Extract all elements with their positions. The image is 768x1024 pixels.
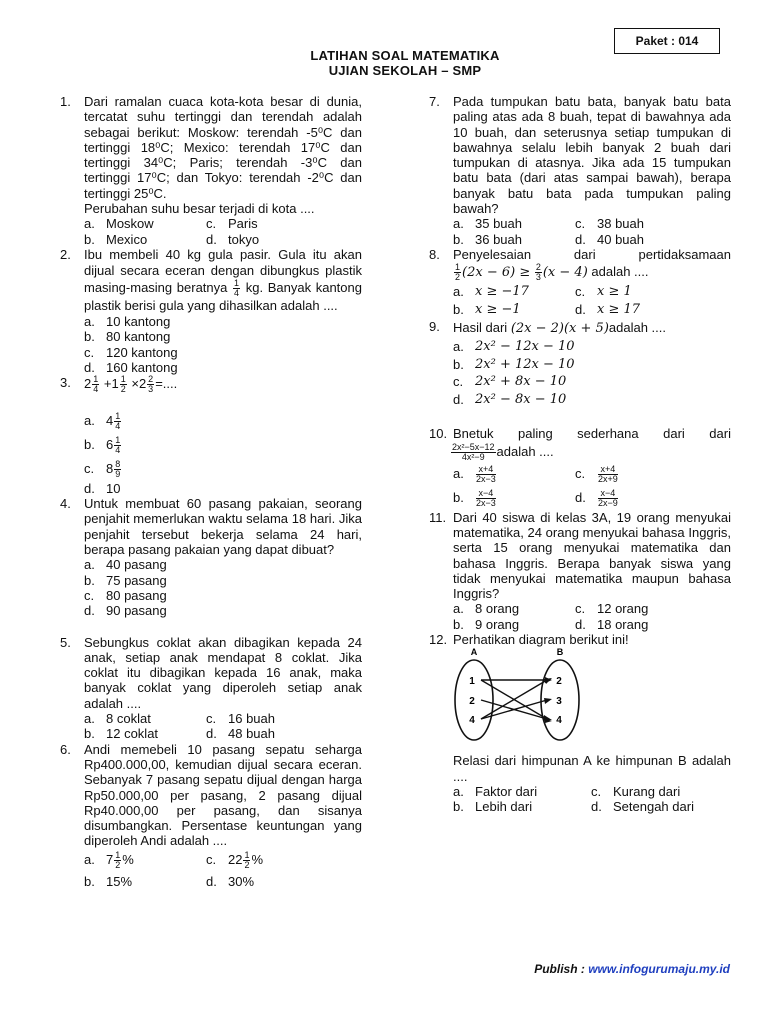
option-d: 160 kantong — [106, 359, 178, 375]
question-9 — [429, 319, 731, 408]
question-text: Dari ramalan cuaca kota-kota besar di dunia, tercatat suhu tertinggi dan terendah adalah sebagai berikut: Moskow: terendah -5⁰C dan tertinggi 18⁰C; Mexico: terendah 17⁰C dan tertinggi 34⁰C; Paris; terendah -3⁰C dan tertinggi 17⁰C; dan Tokyo: terendah -2⁰C dan tertinggi 25⁰C. — [84, 94, 362, 201]
option-b: b. 6 $\frac{1}{4}$ — [84, 435, 121, 456]
question-inequality: $\frac{1}{2}$ (2x − 6) ≥ $\frac{2}{3}$ (x − 4) adalah .... — [455, 262, 649, 283]
option-b: 12 coklat — [106, 726, 159, 742]
option-c: 22 $\frac{1}{2}$ % — [228, 849, 264, 870]
option-a: 7 $\frac{1}{2}$ % — [106, 849, 134, 870]
question-10 — [429, 426, 731, 509]
set-a-element: 2 — [469, 696, 475, 708]
option-a: 2x² − 12x − 10 — [475, 339, 575, 355]
option-b: $\frac{x-4}{2x-3}$ — [476, 487, 496, 508]
option-c: 16 buah — [228, 711, 275, 727]
question-3 — [60, 375, 362, 496]
option-a: 8 orang — [475, 601, 520, 617]
option-c: Kurang dari — [613, 783, 681, 799]
question-text: Ibu membeli 40 kg gula pasir. Gula itu akan dijual secara eceran dengan dibungkus plastik masing-masing beratnya — [84, 246, 362, 295]
option-c: $\frac{x+4}{2x+9}$ — [598, 463, 618, 484]
option-c: c. 8 $\frac{8}{9}$ — [84, 459, 121, 480]
page-title: LATIHAN SOAL MATEMATIKA — [310, 48, 500, 63]
set-b-element: 2 — [556, 676, 562, 688]
option-b: 75 pasang — [106, 572, 167, 588]
option-d: d. 10 — [84, 481, 121, 497]
page-subtitle: UJIAN SEKOLAH – SMP — [328, 63, 482, 78]
answer-options: a. Faktor dari c. Kurang dari b. Lebih dari d. Setengah dari — [453, 784, 731, 815]
answer-options: a. 2x² − 12x − 10 b. 2x² + 12x − 10 c. 2x² + 8x − 10 d. 2x² − 8x − 10 — [453, 338, 731, 408]
question-expression: $\frac{\text{2x²−5x−12}}{\text{4x²−9}}$ adalah .... — [452, 441, 554, 462]
question-1 — [60, 94, 362, 247]
option-d: 40 buah — [597, 231, 644, 247]
question-5 — [60, 635, 362, 742]
question-text: Andi memebeli 10 pasang sepatu seharga Rp400.000,00, kemudian dijual secara eceran. Sebanyak 7 pasang sepatu dijual dengan harga Rp50.000,00 per pasang, 2 pasang dijual Rp40.000,00 per pasang, dan sisanya disumbangkan. Persentase keuntungan yang diperoleh Andi adalah .... — [84, 741, 362, 849]
option-a: $\frac{x+4}{2x-3}$ — [476, 463, 496, 484]
question-7 — [429, 94, 731, 247]
answer-options: a. 8 coklat c. 16 buah b. 12 coklat d. 48 buah — [84, 711, 362, 742]
question-number: 6. — [60, 741, 71, 757]
question-number: 2. — [60, 246, 71, 262]
question-text: Dari 40 siswa di kelas 3A, 19 orang menyukai matematika, 24 orang menyukai bahasa Inggris, serta 15 orang menyukai matematika dan bahasa Inggris. Berapa banyak siswa yang tidak menyukai matematika maupun bahasa Inggris? — [453, 509, 731, 602]
question-prompt: Relasi dari himpunan A ke himpunan B adalah .... — [453, 753, 731, 784]
option-c: Paris — [228, 216, 258, 232]
option-letter: c. — [206, 216, 217, 232]
question-number: 12. — [429, 632, 448, 647]
question-number: 1. — [60, 94, 71, 109]
option-c: 80 pasang — [106, 587, 167, 603]
question-expression: (2x − 2)(x + 5) — [510, 321, 609, 337]
option-a: 10 kantong — [106, 313, 171, 329]
answer-options: a. 40 pasang b. 75 pasang c. 80 pasang d. 90 pasang — [84, 557, 362, 618]
question-text: adalah .... — [608, 320, 666, 336]
package-code-box: Paket : 014 — [614, 28, 720, 54]
option-letter: d. — [206, 231, 217, 247]
answer-options: a. 7 $\frac{1}{2}$ % c. 22 $\frac{1}{2}$ % b. 15% d. 30% — [84, 849, 362, 893]
option-a: a. 4 $\frac{1}{4}$ — [84, 411, 121, 432]
question-number: 5. — [60, 634, 71, 650]
option-d: x ≥ 17 — [597, 302, 641, 318]
question-text: Perhatikan diagram berikut ini! — [453, 632, 629, 647]
question-text: Bnetuk paling sederhana dari dari — [453, 426, 731, 442]
question-11 — [429, 510, 731, 632]
option-c: x ≥ 1 — [597, 284, 632, 300]
question-expression: 2 $\frac{1}{4}$ +1 $\frac{1}{2}$ ×2 $\frac{2}{3}$ =.... — [84, 374, 178, 395]
option-d: Setengah dari — [613, 799, 694, 815]
answer-options: a. x ≥ −17 c. x ≥ 1 b. x ≥ −1 d. x ≥ 17 — [453, 283, 731, 319]
option-d: 18 orang — [597, 616, 649, 632]
option-c: 2x² + 8x − 10 — [475, 374, 567, 390]
option-d: $\frac{x-4}{2x-9}$ — [598, 487, 618, 508]
question-number: 3. — [60, 375, 71, 391]
fraction: $\frac{1}{4}$ — [234, 277, 240, 298]
publish-label: Publish : — [534, 962, 585, 976]
set-b-element: 4 — [556, 715, 562, 727]
answer-options — [84, 216, 362, 247]
answer-options — [84, 409, 362, 496]
publisher-link[interactable]: www.infogurumaju.my.id — [588, 962, 730, 976]
option-d: 2x² − 8x − 10 — [475, 391, 567, 407]
answer-options: a. $\frac{x+4}{2x-3}$ c. $\frac{x+4}{2x+9}$ b. $\frac{x-4}{2x-3}$ d. $\frac{x-4}{2x-9}$ — [453, 462, 731, 510]
option-d: 30% — [228, 873, 255, 889]
option-d: 90 pasang — [106, 603, 167, 619]
question-text: kg. Banyak kantong plastik berisi gula yang dihasilkan adalah .... — [84, 279, 362, 313]
option-c: 38 buah — [597, 216, 644, 232]
option-b: Mexico — [106, 231, 148, 247]
option-a: 40 pasang — [106, 557, 167, 573]
question-number: 7. — [429, 94, 440, 109]
set-b-element: 3 — [556, 696, 562, 708]
right-column — [429, 94, 731, 814]
question-6 — [60, 742, 362, 893]
option-b: Lebih dari — [475, 799, 533, 815]
option-b: 2x² + 12x − 10 — [475, 356, 575, 372]
option-c: 12 orang — [597, 601, 649, 617]
question-number: 10. — [429, 426, 448, 442]
option-a: 8 coklat — [106, 711, 151, 727]
option-b: 15% — [106, 873, 133, 889]
option-b: 9 orang — [475, 616, 520, 632]
option-d: tokyo — [228, 231, 260, 247]
question-text: Pada tumpukan batu bata, banyak batu bata paling atas ada 8 buah, tepat di bawahnya ada 10 buah, dan seterusnya setiap tumpukan di bawahnya selalu lebih banyak 2 buah dari tumpukan di atasnya. Jika ada 15 tumpukan batu bata (dari atas sampai bawah), berapa banyak batu bata pada tumpukan paling bawah? — [453, 94, 731, 217]
question-8 — [429, 247, 731, 319]
set-a-element: 1 — [469, 676, 475, 688]
answer-options: a. 8 orang c. 12 orang b. 9 orang d. 18 orang — [453, 601, 731, 632]
question-4 — [60, 496, 362, 618]
option-letter: a. — [84, 216, 95, 232]
question-text: Penyelesaian dari pertidaksamaan — [453, 246, 731, 262]
answer-options: a. 10 kantong b. 80 kantong c. 120 kantong d. 160 kantong — [84, 314, 362, 375]
question-2 — [60, 247, 362, 375]
question-text: Untuk membuat 60 pasang pakaian, seorang penjahit memerlukan waktu selama 18 hari. Jika penjahit tersebut bekerja selama 24 hari, berapa pasang pakaian yang dapat dibuat? — [84, 496, 362, 558]
option-b: 80 kantong — [106, 329, 171, 345]
relation-arrow-diagram — [453, 647, 593, 743]
question-number: 11. — [429, 509, 447, 525]
option-a: 35 buah — [475, 216, 522, 232]
answer-options: a. 35 buah c. 38 buah b. 36 buah d. 40 buah — [453, 216, 731, 247]
option-c: 120 kantong — [106, 344, 178, 360]
option-b: 36 buah — [475, 231, 522, 247]
question-number: 4. — [60, 496, 71, 512]
option-letter: b. — [84, 231, 95, 247]
publisher-footer — [534, 962, 730, 977]
option-d: 48 buah — [228, 726, 275, 742]
option-a: x ≥ −17 — [475, 284, 529, 300]
question-12 — [429, 632, 731, 814]
question-text: Hasil dari — [453, 320, 508, 336]
question-number: 9. — [429, 319, 440, 335]
set-b-label: B — [556, 647, 564, 658]
question-prompt: Perubahan suhu besar terjadi di kota .... — [84, 201, 315, 217]
option-a: Faktor dari — [475, 783, 538, 799]
set-a-label: A — [470, 647, 478, 658]
option-b: x ≥ −1 — [475, 302, 521, 318]
question-number: 8. — [429, 246, 440, 262]
left-column — [60, 94, 362, 893]
question-text: Sebungkus coklat akan dibagikan kepada 24 anak, setiap anak mendapat 8 coklat. Jika coklat itu dibagikan kepada 16 anak, maka banyak coklat yang diperoleh setiap anak adalah .... — [84, 634, 362, 711]
set-a-element: 4 — [469, 715, 475, 727]
option-a: Moskow — [106, 216, 154, 232]
